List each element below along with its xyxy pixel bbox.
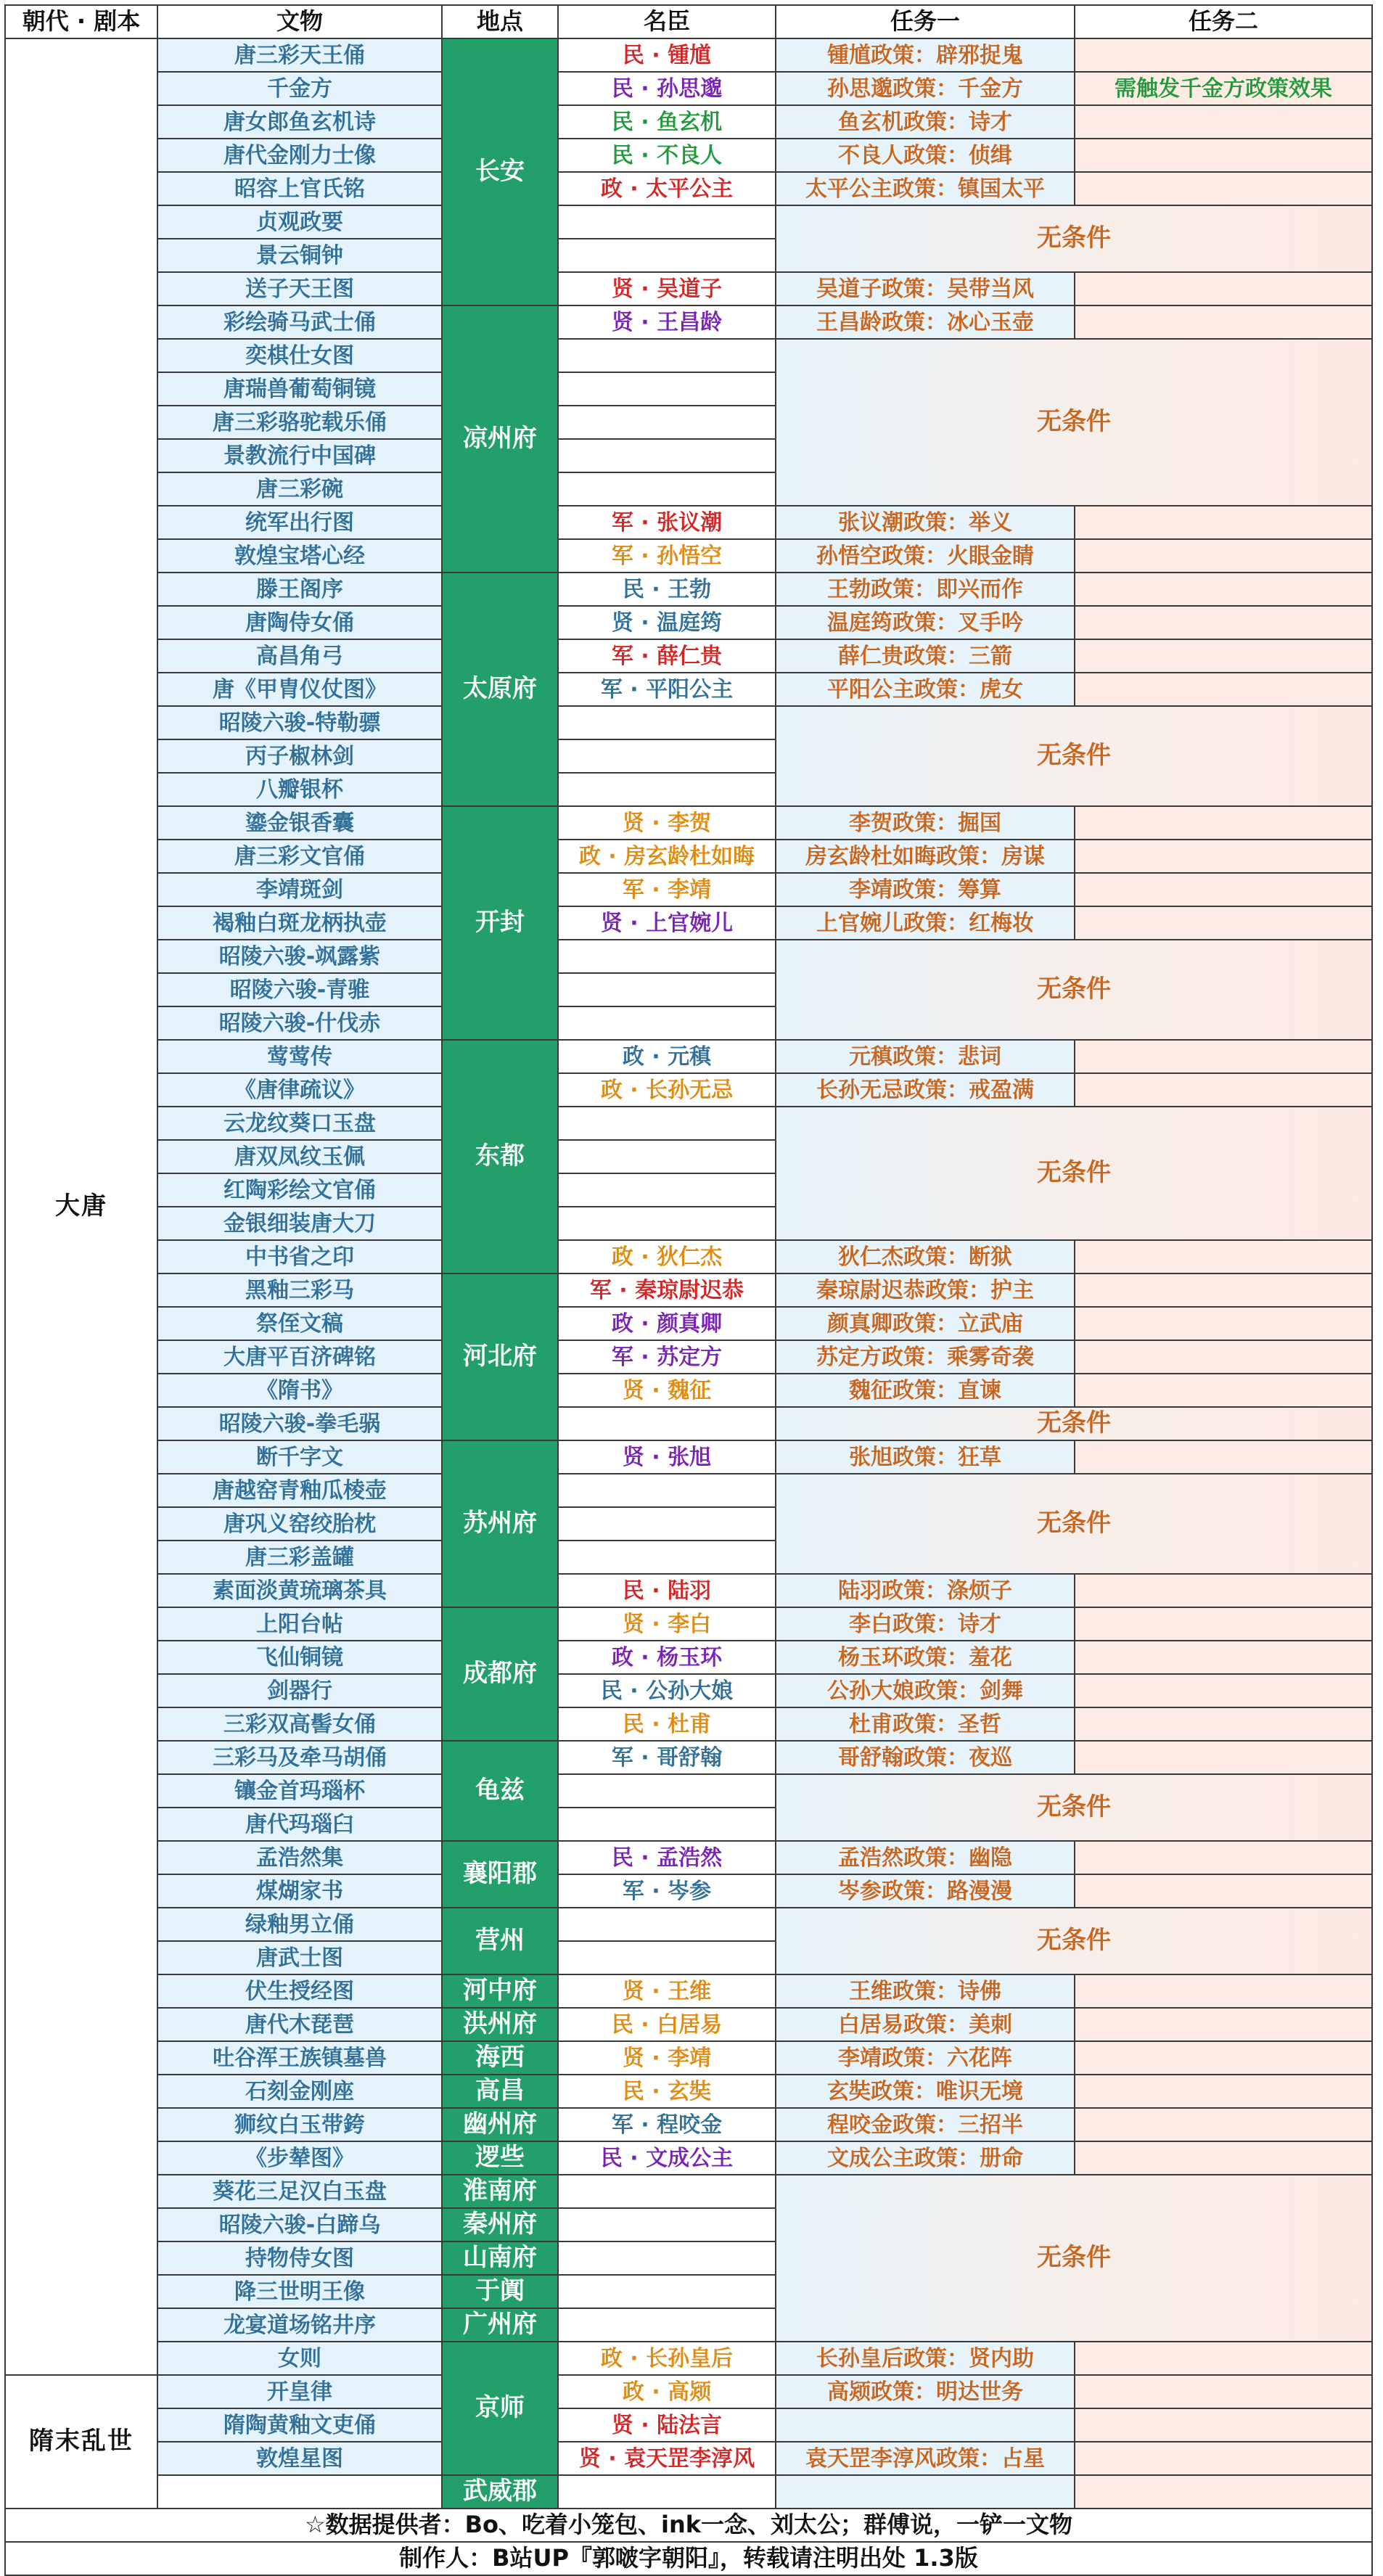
task-one-cell: 房玄龄杜如晦政策：房谋 xyxy=(775,839,1075,874)
minister-cell: 军 · 李靖 xyxy=(557,872,776,907)
location-cell: 龟兹 xyxy=(441,1740,559,1842)
artifact-cell: 昭容上官氏铭 xyxy=(157,171,443,206)
minister-cell-empty xyxy=(557,1206,776,1241)
task-one-cell: 苏定方政策：乘雾奇袭 xyxy=(775,1340,1075,1374)
task-two-cell-empty xyxy=(1074,1874,1373,1908)
task-two-cell-empty xyxy=(1074,271,1373,306)
artifact-cell: 唐代木琵琶 xyxy=(157,2007,443,2042)
minister-cell-empty xyxy=(557,1506,776,1541)
artifact-cell: 中书省之印 xyxy=(157,1239,443,1274)
task-one-cell: 不良人政策：侦缉 xyxy=(775,138,1075,173)
minister-cell: 军 · 程咬金 xyxy=(557,2107,776,2142)
minister-cell-empty xyxy=(557,2241,776,2276)
minister-cell-empty xyxy=(557,2308,776,2342)
minister-cell: 贤 · 李靖 xyxy=(557,2040,776,2075)
artifact-cell: 敦煌宝塔心经 xyxy=(157,538,443,573)
task-two-cell-empty xyxy=(1074,872,1373,907)
task-two-cell-empty xyxy=(1074,1673,1373,1708)
artifact-cell: 断千字文 xyxy=(157,1440,443,1474)
minister-cell-empty xyxy=(557,372,776,406)
minister-cell: 政 · 颜真卿 xyxy=(557,1306,776,1341)
minister-cell: 民 · 白居易 xyxy=(557,2007,776,2042)
artifact-cell: 唐三彩文官俑 xyxy=(157,839,443,874)
artifact-cell: 唐双凤纹玉佩 xyxy=(157,1139,443,1174)
artifact-cell: 三彩双高髻女俑 xyxy=(157,1707,443,1742)
artifact-cell: 奕棋仕女图 xyxy=(157,338,443,373)
minister-cell: 政 · 元稹 xyxy=(557,1039,776,1074)
minister-cell-empty xyxy=(557,205,776,239)
task-one-cell: 李贺政策：掘国 xyxy=(775,805,1075,840)
location-cell: 河中府 xyxy=(441,1974,559,2009)
task-two-cell-empty xyxy=(1074,2374,1373,2409)
task-two-cell-empty xyxy=(1074,171,1373,206)
artifact-cell: 上阳台帖 xyxy=(157,1607,443,1641)
minister-cell-empty xyxy=(557,705,776,740)
minister-cell: 军 · 秦琼尉迟恭 xyxy=(557,1273,776,1308)
task-one-cell: 鱼玄机政策：诗才 xyxy=(775,104,1075,139)
task-two-cell-empty xyxy=(1074,572,1373,607)
location-cell: 海西 xyxy=(441,2040,559,2075)
artifact-cell: 伏生授经图 xyxy=(157,1974,443,2009)
task-one-cell: 玄奘政策：唯识无境 xyxy=(775,2074,1075,2109)
artifact-cell: 三彩马及牵马胡俑 xyxy=(157,1740,443,1775)
artifact-cell: 吐谷浑王族镇墓兽 xyxy=(157,2040,443,2075)
artifact-cell: 景教流行中国碑 xyxy=(157,438,443,473)
dynasty-cell: 隋末乱世 xyxy=(4,2374,158,2509)
artifact-cell: 持物侍女图 xyxy=(157,2241,443,2276)
artifact-cell: 李靖斑剑 xyxy=(157,872,443,907)
minister-cell-empty xyxy=(557,739,776,774)
artifact-cell: 大唐平百济碑铭 xyxy=(157,1340,443,1374)
minister-cell-empty xyxy=(557,1406,776,1441)
minister-cell: 民 · 孙思邈 xyxy=(557,71,776,106)
minister-cell: 民 · 公孙大娘 xyxy=(557,1673,776,1708)
task-two-cell-empty xyxy=(1074,538,1373,573)
minister-cell: 贤 · 魏征 xyxy=(557,1373,776,1408)
task-two-cell-empty xyxy=(1074,2007,1373,2042)
artifact-cell: 素面淡黄琉璃茶具 xyxy=(157,1573,443,1608)
task-two-cell-empty xyxy=(1074,2040,1373,2075)
minister-cell: 政 · 房玄龄杜如晦 xyxy=(557,839,776,874)
artifact-cell: 高昌角弓 xyxy=(157,639,443,673)
artifact-cell: 唐瑞兽葡萄铜镜 xyxy=(157,372,443,406)
minister-cell: 贤 · 上官婉儿 xyxy=(557,906,776,940)
task-one-cell-empty xyxy=(775,2474,1075,2509)
task-two-cell-empty xyxy=(1074,805,1373,840)
artifact-cell: 绿釉男立俑 xyxy=(157,1907,443,1942)
artifact-cell: 石刻金刚座 xyxy=(157,2074,443,2109)
artifact-cell: 唐代玛瑙臼 xyxy=(157,1807,443,1842)
task-one-cell: 杜甫政策：圣哲 xyxy=(775,1707,1075,1742)
task-two-cell-empty xyxy=(1074,906,1373,940)
task-two-cell-empty xyxy=(1074,1607,1373,1641)
artifact-cell: 红陶彩绘文官俑 xyxy=(157,1173,443,1207)
location-cell: 高昌 xyxy=(441,2074,559,2109)
column-header: 地点 xyxy=(441,4,559,39)
minister-cell: 民 · 孟浩然 xyxy=(557,1840,776,1875)
artifact-cell: 云龙纹葵口玉盘 xyxy=(157,1106,443,1141)
minister-cell: 民 · 不良人 xyxy=(557,138,776,173)
minister-cell: 民 · 杜甫 xyxy=(557,1707,776,1742)
no-condition-cell: 无条件 xyxy=(775,338,1373,506)
artifact-cell: 唐巩义窑绞胎枕 xyxy=(157,1506,443,1541)
minister-cell: 民 · 王勃 xyxy=(557,572,776,607)
minister-cell: 政 · 长孙无忌 xyxy=(557,1072,776,1107)
minister-cell-empty xyxy=(557,405,776,440)
minister-cell: 军 · 孙悟空 xyxy=(557,538,776,573)
location-cell: 营州 xyxy=(441,1907,559,1975)
task-one-cell: 张议潮政策：举义 xyxy=(775,505,1075,540)
artifact-cell: 孟浩然集 xyxy=(157,1840,443,1875)
artifact-cell: 降三世明王像 xyxy=(157,2274,443,2309)
task-one-cell: 李白政策：诗才 xyxy=(775,1607,1075,1641)
task-one-cell: 平阳公主政策：虎女 xyxy=(775,672,1075,707)
task-one-cell: 文成公主政策：册命 xyxy=(775,2141,1075,2175)
footer-line1: ☆数据提供者：Bo、吃着小笼包、ink一念、刘太公；群傅说，一铲一文物 xyxy=(4,2508,1373,2543)
task-one-cell: 程咬金政策：三招半 xyxy=(775,2107,1075,2142)
artifact-cell: 昭陵六骏-拳毛䯄 xyxy=(157,1406,443,1441)
task-two-cell-empty xyxy=(1074,2441,1373,2476)
minister-cell-empty xyxy=(557,1106,776,1141)
artifact-cell: 褐釉白斑龙柄执壶 xyxy=(157,906,443,940)
task-two-cell-empty xyxy=(1074,839,1373,874)
task-one-cell: 元稹政策：悲词 xyxy=(775,1039,1075,1074)
minister-cell: 军 · 岑参 xyxy=(557,1874,776,1908)
task-two-cell-empty xyxy=(1074,2341,1373,2376)
no-condition-cell: 无条件 xyxy=(775,1773,1373,1842)
task-two-cell-empty xyxy=(1074,1840,1373,1875)
task-one-cell: 狄仁杰政策：断狱 xyxy=(775,1239,1075,1274)
minister-cell: 政 · 杨玉环 xyxy=(557,1640,776,1675)
column-header: 文物 xyxy=(157,4,443,39)
task-two-cell-empty xyxy=(1074,1440,1373,1474)
location-cell: 洪州府 xyxy=(441,2007,559,2042)
task-one-cell: 陆羽政策：涤烦子 xyxy=(775,1573,1075,1608)
minister-cell-empty xyxy=(557,1473,776,1508)
minister-cell-empty xyxy=(557,972,776,1007)
minister-cell-empty xyxy=(557,1173,776,1207)
minister-cell: 贤 · 陆法言 xyxy=(557,2408,776,2442)
task-two-cell-empty xyxy=(1074,505,1373,540)
task-one-cell: 秦琼尉迟恭政策：护主 xyxy=(775,1273,1075,1308)
task-one-cell: 岑参政策：路漫漫 xyxy=(775,1874,1075,1908)
artifact-cell: 唐三彩盖罐 xyxy=(157,1540,443,1575)
task-two-cell-empty xyxy=(1074,1039,1373,1074)
task-one-cell: 高颎政策：明达世务 xyxy=(775,2374,1075,2409)
task-one-cell-empty xyxy=(775,2408,1075,2442)
artifact-cell: 昭陵六骏-飒露紫 xyxy=(157,939,443,974)
location-cell: 太原府 xyxy=(441,572,559,807)
task-two-cell-empty xyxy=(1074,2074,1373,2109)
artifact-cell: 敦煌星图 xyxy=(157,2441,443,2476)
location-cell: 京师 xyxy=(441,2341,559,2476)
artifact-cell: 千金方 xyxy=(157,71,443,106)
task-one-cell: 杨玉环政策：羞花 xyxy=(775,1640,1075,1675)
artifact-cell: 《步辇图》 xyxy=(157,2141,443,2175)
task-one-cell: 长孙皇后政策：贤内助 xyxy=(775,2341,1075,2376)
task-two-cell-empty xyxy=(1074,672,1373,707)
artifact-cell: 葵花三足汉白玉盘 xyxy=(157,2174,443,2209)
artifact-cell: 昭陵六骏-青骓 xyxy=(157,972,443,1007)
task-one-cell: 白居易政策：美刺 xyxy=(775,2007,1075,2042)
minister-cell-empty xyxy=(557,438,776,473)
artifact-cell: 开皇律 xyxy=(157,2374,443,2409)
task-two-cell: 需触发千金方政策效果 xyxy=(1074,71,1373,106)
location-cell: 逻些 xyxy=(441,2141,559,2175)
minister-cell-empty xyxy=(557,2207,776,2242)
artifact-cell: 唐武士图 xyxy=(157,1940,443,1975)
task-one-cell: 颜真卿政策：立武庙 xyxy=(775,1306,1075,1341)
minister-cell-empty xyxy=(557,2174,776,2209)
minister-cell-empty xyxy=(557,1907,776,1942)
minister-cell-empty xyxy=(557,472,776,506)
no-condition-cell: 无条件 xyxy=(775,939,1373,1041)
task-one-cell: 李靖政策：筹算 xyxy=(775,872,1075,907)
artifact-cell: 莺莺传 xyxy=(157,1039,443,1074)
location-cell: 武威郡 xyxy=(441,2474,559,2509)
minister-cell: 政 · 高颎 xyxy=(557,2374,776,2409)
artifact-cell: 镶金首玛瑙杯 xyxy=(157,1773,443,1808)
minister-cell: 贤 · 温庭筠 xyxy=(557,605,776,640)
task-two-cell-empty xyxy=(1074,2107,1373,2142)
location-cell: 河北府 xyxy=(441,1273,559,1441)
task-two-cell-empty xyxy=(1074,1573,1373,1608)
artifact-cell: 滕王阁序 xyxy=(157,572,443,607)
location-cell: 山南府 xyxy=(441,2241,559,2276)
minister-cell: 军 · 薛仁贵 xyxy=(557,639,776,673)
artifact-cell: 统军出行图 xyxy=(157,505,443,540)
task-one-cell: 孙思邈政策：千金方 xyxy=(775,71,1075,106)
task-one-cell: 吴道子政策：吴带当风 xyxy=(775,271,1075,306)
minister-cell-empty xyxy=(557,772,776,807)
task-one-cell: 公孙大娘政策：剑舞 xyxy=(775,1673,1075,1708)
task-two-cell-empty xyxy=(1074,2141,1373,2175)
task-one-cell: 魏征政策：直谏 xyxy=(775,1373,1075,1408)
location-cell: 开封 xyxy=(441,805,559,1041)
task-two-cell-empty xyxy=(1074,639,1373,673)
artifact-cell: 唐代金刚力士像 xyxy=(157,138,443,173)
minister-cell-empty xyxy=(557,2274,776,2309)
task-one-cell: 王维政策：诗佛 xyxy=(775,1974,1075,2009)
artifact-cell: 剑器行 xyxy=(157,1673,443,1708)
no-condition-cell: 无条件 xyxy=(775,1473,1373,1575)
minister-cell: 民 · 玄奘 xyxy=(557,2074,776,2109)
artifact-cell: 《唐律疏议》 xyxy=(157,1072,443,1107)
artifact-cell: 飞仙铜镜 xyxy=(157,1640,443,1675)
no-condition-cell: 无条件 xyxy=(775,2174,1373,2342)
task-two-cell-empty xyxy=(1074,605,1373,640)
task-one-cell: 锺馗政策：辟邪捉鬼 xyxy=(775,38,1075,73)
task-two-cell-empty xyxy=(1074,1707,1373,1742)
artifact-cell: 昭陵六骏-什伐赤 xyxy=(157,1006,443,1041)
artifact-cell: 彩绘骑马武士俑 xyxy=(157,305,443,340)
artifact-cell: 狮纹白玉带銙 xyxy=(157,2107,443,2142)
location-cell: 成都府 xyxy=(441,1607,559,1742)
minister-cell: 军 · 平阳公主 xyxy=(557,672,776,707)
minister-cell-empty xyxy=(557,338,776,373)
column-header: 朝代 · 剧本 xyxy=(4,4,158,39)
minister-cell-empty xyxy=(557,1940,776,1975)
task-two-cell-empty xyxy=(1074,1072,1373,1107)
minister-cell: 政 · 太平公主 xyxy=(557,171,776,206)
location-cell: 长安 xyxy=(441,38,559,306)
minister-cell: 民 · 鱼玄机 xyxy=(557,104,776,139)
task-two-cell-empty xyxy=(1074,1239,1373,1274)
location-cell: 秦州府 xyxy=(441,2207,559,2242)
minister-cell: 贤 · 吴道子 xyxy=(557,271,776,306)
location-cell: 襄阳郡 xyxy=(441,1840,559,1908)
task-two-cell-empty xyxy=(1074,1273,1373,1308)
task-one-cell: 哥舒翰政策：夜巡 xyxy=(775,1740,1075,1775)
minister-cell-empty xyxy=(557,1807,776,1842)
artifact-cell: 黑釉三彩马 xyxy=(157,1273,443,1308)
minister-cell: 贤 · 王昌龄 xyxy=(557,305,776,340)
minister-cell: 军 · 苏定方 xyxy=(557,1340,776,1374)
minister-cell: 贤 · 张旭 xyxy=(557,1440,776,1474)
artifact-cell: 送子天王图 xyxy=(157,271,443,306)
task-two-cell-empty xyxy=(1074,138,1373,173)
no-condition-cell: 无条件 xyxy=(775,1406,1373,1441)
artifact-cell: 唐《甲胄仪仗图》 xyxy=(157,672,443,707)
artifact-cell: 唐女郎鱼玄机诗 xyxy=(157,104,443,139)
location-cell: 淮南府 xyxy=(441,2174,559,2209)
task-two-cell-empty xyxy=(1074,305,1373,340)
no-condition-cell: 无条件 xyxy=(775,705,1373,807)
artifact-cell: 八瓣银杯 xyxy=(157,772,443,807)
artifact-cell: 贞观政要 xyxy=(157,205,443,239)
footer-line2: 制作人：B站UP『郭啵字朝阳』，转载请注明出处 1.3版 xyxy=(4,2541,1373,2576)
task-two-cell-empty xyxy=(1074,1306,1373,1341)
column-header: 任务二 xyxy=(1074,4,1373,39)
minister-cell: 民 · 文成公主 xyxy=(557,2141,776,2175)
minister-cell: 贤 · 李白 xyxy=(557,1607,776,1641)
task-one-cell: 王昌龄政策：冰心玉壶 xyxy=(775,305,1075,340)
task-two-cell-empty xyxy=(1074,1340,1373,1374)
minister-cell: 民 · 陆羽 xyxy=(557,1573,776,1608)
minister-cell: 政 · 长孙皇后 xyxy=(557,2341,776,2376)
task-one-cell: 李靖政策：六花阵 xyxy=(775,2040,1075,2075)
artifact-cell: 隋陶黄釉文吏俑 xyxy=(157,2408,443,2442)
minister-cell: 贤 · 王维 xyxy=(557,1974,776,2009)
task-two-cell-empty xyxy=(1074,1740,1373,1775)
artifact-cell: 《隋书》 xyxy=(157,1373,443,1408)
minister-cell-empty xyxy=(557,939,776,974)
artifact-cell: 唐陶侍女俑 xyxy=(157,605,443,640)
task-two-cell-empty xyxy=(1074,2474,1373,2509)
artifact-cell: 昭陵六骏-特勒骠 xyxy=(157,705,443,740)
minister-cell-empty xyxy=(557,2474,776,2509)
artifact-cell: 金银细装唐大刀 xyxy=(157,1206,443,1241)
artifact-cell: 昭陵六骏-白蹄乌 xyxy=(157,2207,443,2242)
location-cell: 苏州府 xyxy=(441,1440,559,1608)
task-two-cell-empty xyxy=(1074,1974,1373,2009)
minister-cell: 民 · 锺馗 xyxy=(557,38,776,73)
task-one-cell: 太平公主政策：镇国太平 xyxy=(775,171,1075,206)
task-two-cell-empty xyxy=(1074,2408,1373,2442)
location-cell: 凉州府 xyxy=(441,305,559,573)
task-two-cell-empty xyxy=(1074,1373,1373,1408)
artifact-cell: 煤煳家书 xyxy=(157,1874,443,1908)
task-two-cell-empty xyxy=(1074,104,1373,139)
minister-cell-empty xyxy=(557,238,776,273)
no-condition-cell: 无条件 xyxy=(775,1907,1373,1975)
task-one-cell: 薛仁贵政策：三箭 xyxy=(775,639,1075,673)
minister-cell-empty xyxy=(557,1006,776,1041)
artifact-cell: 唐三彩碗 xyxy=(157,472,443,506)
location-cell: 广州府 xyxy=(441,2308,559,2342)
task-one-cell: 孙悟空政策：火眼金睛 xyxy=(775,538,1075,573)
minister-cell-empty xyxy=(557,1139,776,1174)
artifact-cell: 唐三彩天王俑 xyxy=(157,38,443,73)
task-one-cell: 长孙无忌政策：戒盈满 xyxy=(775,1072,1075,1107)
no-condition-cell: 无条件 xyxy=(775,1106,1373,1241)
task-one-cell: 王勃政策：即兴而作 xyxy=(775,572,1075,607)
artifact-cell: 唐三彩骆驼载乐俑 xyxy=(157,405,443,440)
location-cell: 幽州府 xyxy=(441,2107,559,2142)
task-one-cell: 孟浩然政策：幽隐 xyxy=(775,1840,1075,1875)
minister-cell: 军 · 哥舒翰 xyxy=(557,1740,776,1775)
column-header: 任务一 xyxy=(775,4,1075,39)
task-two-cell-empty xyxy=(1074,1640,1373,1675)
artifact-cell: 丙子椒林剑 xyxy=(157,739,443,774)
location-cell: 东都 xyxy=(441,1039,559,1274)
minister-cell-empty xyxy=(557,1540,776,1575)
location-cell: 于阗 xyxy=(441,2274,559,2309)
task-one-cell: 上官婉儿政策：红梅妆 xyxy=(775,906,1075,940)
minister-cell-empty xyxy=(557,1773,776,1808)
no-condition-cell: 无条件 xyxy=(775,205,1373,273)
artifact-cell: 龙宴道场铭井序 xyxy=(157,2308,443,2342)
minister-cell: 贤 · 袁天罡李淳风 xyxy=(557,2441,776,2476)
minister-cell: 军 · 张议潮 xyxy=(557,505,776,540)
task-two-cell-empty xyxy=(1074,38,1373,73)
artifact-cell: 景云铜钟 xyxy=(157,238,443,273)
dynasty-cell: 大唐 xyxy=(4,38,158,2376)
artifact-cell: 祭侄文稿 xyxy=(157,1306,443,1341)
minister-cell: 贤 · 李贺 xyxy=(557,805,776,840)
artifact-cell: 鎏金银香囊 xyxy=(157,805,443,840)
task-one-cell: 张旭政策：狂草 xyxy=(775,1440,1075,1474)
column-header: 名臣 xyxy=(557,4,776,39)
artifact-cell: 女则 xyxy=(157,2341,443,2376)
minister-cell: 政 · 狄仁杰 xyxy=(557,1239,776,1274)
task-one-cell: 温庭筠政策：叉手吟 xyxy=(775,605,1075,640)
task-one-cell: 袁天罡李淳风政策：占星 xyxy=(775,2441,1075,2476)
artifact-cell: 唐越窑青釉瓜棱壶 xyxy=(157,1473,443,1508)
